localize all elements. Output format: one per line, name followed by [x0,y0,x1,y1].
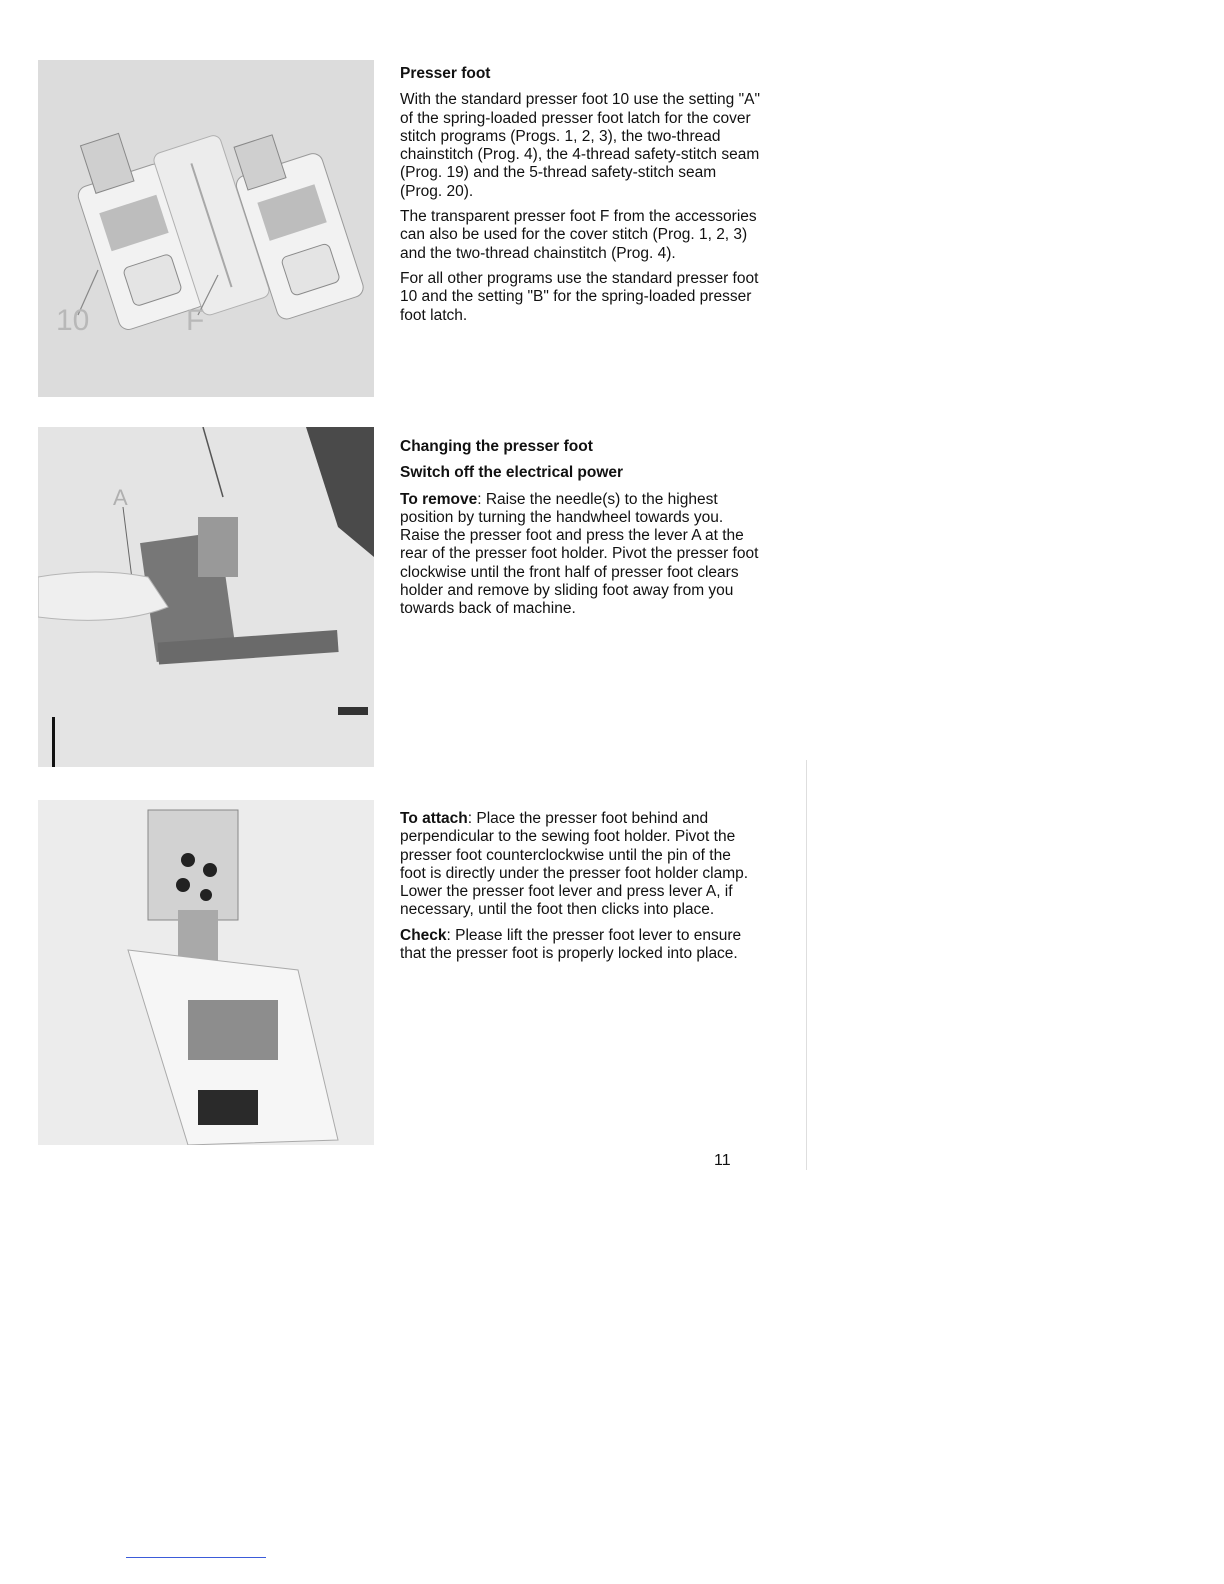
check-label: Check [400,926,447,944]
remove-label: To remove [400,490,478,508]
para-transparent-foot: The transparent presser foot F from the accessories can also be used for the cover stitch (Prog. 1, 2, 3) and the two-thread chainstitch (Prog. 4). [400,208,757,262]
remove-text: : Raise the needle(s) to the highest position by turning the handwheel towards you. Raise the presser foot and press the lever A at the rear of the presser foot holder. Pivot the presser foot clockwise until the front half of presser foot clears holder and remove by sliding foot away from you towards back of machine. [400,490,759,618]
label-f: F [186,304,205,337]
para-other-programs: For all other programs use the standard presser foot 10 and the setting "B" for the spring-loaded presser foot latch. [400,269,759,324]
bottom-rule [126,1557,266,1558]
presser-feet-illustration [38,60,374,397]
remove-foot-illustration [38,427,374,767]
attach-foot-illustration [38,800,374,1145]
attach-label: To attach [400,810,468,827]
section-presser-foot [400,65,760,332]
attach-text: : Place the presser foot behind and perpendicular to the sewing foot holder. Pivot the presser foot counterclockwise until the pin of the foot is directly under the presser foot holder clamp. Lower the presser foot lever and press lever A, if necessary, until the foot then clicks into place. [400,810,749,919]
label-a: A [113,485,128,510]
heading-changing-foot: Changing the presser foot [400,438,593,455]
subheading-power-off: Switch off the electrical power [400,464,624,482]
figure-remove-foot [38,427,374,767]
vertical-divider [806,760,807,1170]
para-standard-foot: With the standard presser foot 10 use the setting "A" of the spring-loaded presser foot latch for the cover stitch programs (Progs. 1, 2, 3), the two-thread chainstitch (Prog. 4), the 4-thread safety-stitch seam (Prog. 19) and the 5-thread safety-stitch seam (Prog. 20). [400,91,760,200]
para-attach [400,810,760,920]
figure-attach-foot [38,800,374,1145]
section-attach [400,810,760,970]
check-text: : Please lift the presser foot lever to ensure that the presser foot is properly locked into place. [400,926,742,963]
page-number: 11 [714,1152,731,1169]
heading-presser-foot: Presser foot [400,65,491,82]
para-check [400,927,760,964]
figure-presser-feet [38,60,374,397]
para-remove [400,491,760,619]
label-10: 10 [56,304,90,337]
section-changing-foot [400,438,760,626]
